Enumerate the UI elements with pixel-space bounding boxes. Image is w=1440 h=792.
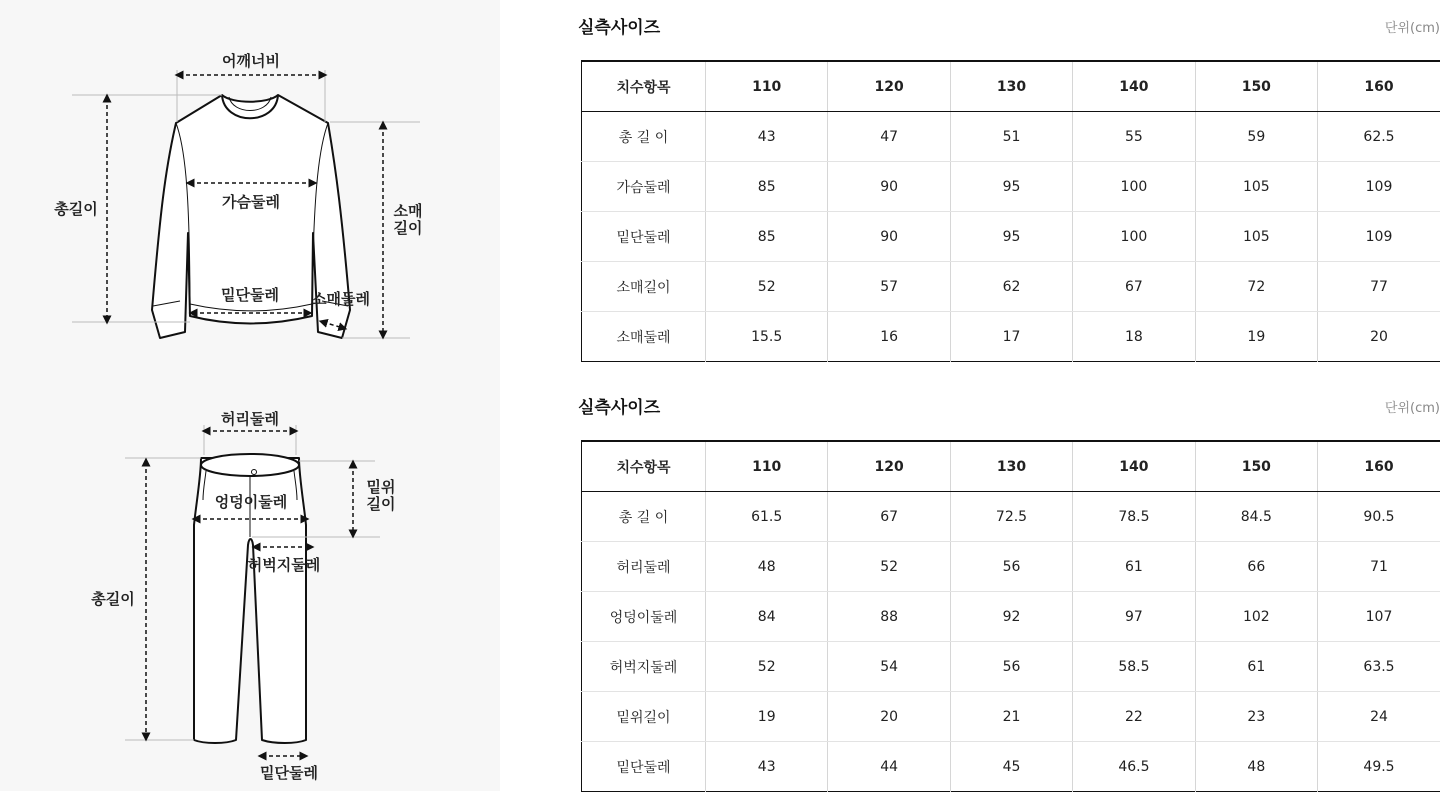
table-cell: 15.5 xyxy=(706,312,828,362)
header-size-140: 140 xyxy=(1073,441,1195,492)
table-cell: 20 xyxy=(828,692,950,742)
table-cell: 44 xyxy=(828,742,950,792)
table-row xyxy=(582,112,1440,162)
table-cell: 51 xyxy=(950,112,1072,162)
table-cell: 61 xyxy=(1073,542,1195,592)
table-cell: 71 xyxy=(1318,542,1440,592)
label-bottom-total-length: 총길이 xyxy=(90,590,134,608)
label-bottom-hem: 밑단둘레 xyxy=(260,764,318,782)
table-row xyxy=(582,542,1440,592)
header-size-140: 140 xyxy=(1073,61,1195,112)
table-cell: 72 xyxy=(1195,262,1317,312)
table-cell: 45 xyxy=(950,742,1072,792)
table-cell: 46.5 xyxy=(1073,742,1195,792)
label-sleeve-length-2: 길이 xyxy=(394,219,423,237)
table-cell: 61.5 xyxy=(706,492,828,542)
label-top-hem: 밑단둘레 xyxy=(221,286,279,304)
unit-label-top: 단위(cm) xyxy=(1385,17,1440,36)
table-row xyxy=(582,312,1440,362)
table-cell: 49.5 xyxy=(1318,742,1440,792)
table-cell: 52 xyxy=(706,642,828,692)
table-cell: 22 xyxy=(1073,692,1195,742)
table-cell: 59 xyxy=(1195,112,1317,162)
table-header-row xyxy=(582,61,1440,112)
label-waist: 허리둘레 xyxy=(221,410,279,428)
table-cell: 109 xyxy=(1318,212,1440,262)
row-label: 엉덩이둘레 xyxy=(582,592,706,642)
table-cell: 43 xyxy=(706,742,828,792)
label-cuff: 소매둘레 xyxy=(312,290,370,308)
size-table-top xyxy=(581,60,1440,362)
table-cell: 84.5 xyxy=(1195,492,1317,542)
header-item-label: 치수항목 xyxy=(582,441,706,492)
header-size-160: 160 xyxy=(1318,61,1440,112)
header-item-label: 치수항목 xyxy=(582,61,706,112)
row-label: 허벅지둘레 xyxy=(582,642,706,692)
row-label: 가슴둘레 xyxy=(582,162,706,212)
row-label: 소매둘레 xyxy=(582,312,706,362)
unit-label-bottom: 단위(cm) xyxy=(1385,397,1440,416)
table-cell: 78.5 xyxy=(1073,492,1195,542)
table-cell: 77 xyxy=(1318,262,1440,312)
label-sleeve-length-1: 소매 xyxy=(394,202,423,220)
table-cell: 48 xyxy=(1195,742,1317,792)
table-cell: 85 xyxy=(706,212,828,262)
table-row xyxy=(582,742,1440,792)
table-cell: 88 xyxy=(828,592,950,642)
header-size-120: 120 xyxy=(828,61,950,112)
table-row xyxy=(582,642,1440,692)
table-row xyxy=(582,492,1440,542)
table-cell: 90.5 xyxy=(1318,492,1440,542)
table-cell: 52 xyxy=(828,542,950,592)
table-cell: 105 xyxy=(1195,212,1317,262)
table-cell: 95 xyxy=(950,212,1072,262)
table-cell: 107 xyxy=(1318,592,1440,642)
row-label: 밑단둘레 xyxy=(582,742,706,792)
table-cell: 100 xyxy=(1073,162,1195,212)
table-cell: 63.5 xyxy=(1318,642,1440,692)
table-cell: 100 xyxy=(1073,212,1195,262)
table-row xyxy=(582,592,1440,642)
size-diagram-panel xyxy=(0,0,500,791)
table-cell: 47 xyxy=(828,112,950,162)
header-size-120: 120 xyxy=(828,441,950,492)
row-label: 소매길이 xyxy=(582,262,706,312)
table-cell: 90 xyxy=(828,162,950,212)
table-cell: 109 xyxy=(1318,162,1440,212)
table-cell: 66 xyxy=(1195,542,1317,592)
table-header-row xyxy=(582,441,1440,492)
header-size-110: 110 xyxy=(706,441,828,492)
row-label: 총 길 이 xyxy=(582,112,706,162)
table-cell: 62.5 xyxy=(1318,112,1440,162)
header-size-110: 110 xyxy=(706,61,828,112)
table-cell: 61 xyxy=(1195,642,1317,692)
table-row xyxy=(582,262,1440,312)
label-shoulder-width: 어깨너비 xyxy=(222,52,280,70)
section-title-top: 실측사이즈 xyxy=(578,13,660,38)
table-cell: 67 xyxy=(1073,262,1195,312)
table-cell: 90 xyxy=(828,212,950,262)
header-size-130: 130 xyxy=(950,441,1072,492)
table-cell: 48 xyxy=(706,542,828,592)
garment-diagrams xyxy=(0,0,500,791)
label-thigh: 허벅지둘레 xyxy=(248,556,320,574)
label-chest: 가슴둘레 xyxy=(222,193,280,211)
table-cell: 84 xyxy=(706,592,828,642)
row-label: 총 길 이 xyxy=(582,492,706,542)
table-cell: 58.5 xyxy=(1073,642,1195,692)
table-cell: 23 xyxy=(1195,692,1317,742)
table-row xyxy=(582,692,1440,742)
table-cell: 57 xyxy=(828,262,950,312)
table-cell: 102 xyxy=(1195,592,1317,642)
table-cell: 56 xyxy=(950,542,1072,592)
table-cell: 52 xyxy=(706,262,828,312)
table-cell: 54 xyxy=(828,642,950,692)
table-cell: 105 xyxy=(1195,162,1317,212)
size-table-bottom xyxy=(581,440,1440,792)
table-cell: 24 xyxy=(1318,692,1440,742)
table-cell: 19 xyxy=(706,692,828,742)
row-label: 밑위길이 xyxy=(582,692,706,742)
row-label: 허리둘레 xyxy=(582,542,706,592)
header-size-150: 150 xyxy=(1195,441,1317,492)
table-cell: 20 xyxy=(1318,312,1440,362)
row-label: 밑단둘레 xyxy=(582,212,706,262)
table-cell: 85 xyxy=(706,162,828,212)
table-cell: 67 xyxy=(828,492,950,542)
label-rise-1: 밑위 xyxy=(367,478,396,496)
label-rise-2: 길이 xyxy=(367,495,396,513)
section-title-bottom: 실측사이즈 xyxy=(578,393,660,418)
table-cell: 17 xyxy=(950,312,1072,362)
label-hip: 엉덩이둘레 xyxy=(215,493,287,511)
header-size-130: 130 xyxy=(950,61,1072,112)
table-cell: 97 xyxy=(1073,592,1195,642)
table-cell: 62 xyxy=(950,262,1072,312)
table-cell: 16 xyxy=(828,312,950,362)
table-cell: 43 xyxy=(706,112,828,162)
header-size-160: 160 xyxy=(1318,441,1440,492)
table-row xyxy=(582,162,1440,212)
table-cell: 92 xyxy=(950,592,1072,642)
label-top-total-length: 총길이 xyxy=(53,200,97,218)
table-cell: 72.5 xyxy=(950,492,1072,542)
table-cell: 56 xyxy=(950,642,1072,692)
table-cell: 21 xyxy=(950,692,1072,742)
table-cell: 55 xyxy=(1073,112,1195,162)
header-size-150: 150 xyxy=(1195,61,1317,112)
table-cell: 19 xyxy=(1195,312,1317,362)
table-row xyxy=(582,212,1440,262)
table-cell: 95 xyxy=(950,162,1072,212)
table-cell: 18 xyxy=(1073,312,1195,362)
